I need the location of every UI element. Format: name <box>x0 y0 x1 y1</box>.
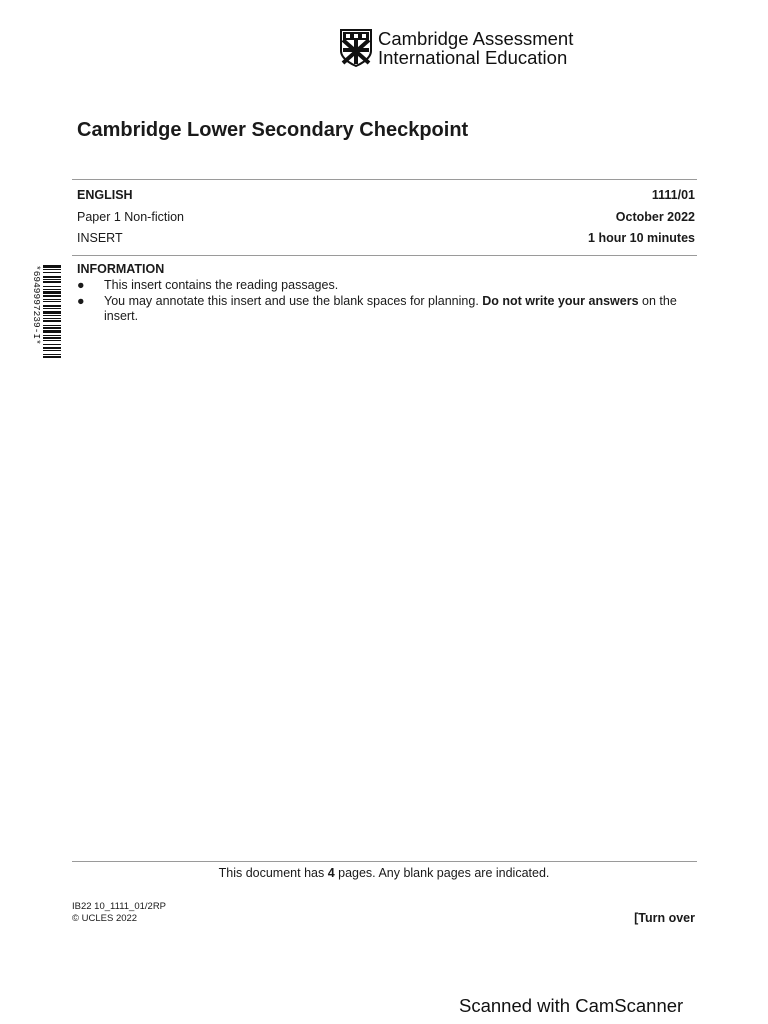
bullet-text-bold: Do not write your answers <box>482 294 639 308</box>
barcode-bar <box>43 356 61 358</box>
barcode-bar <box>43 295 61 297</box>
page-count-after: pages. Any blank pages are indicated. <box>334 866 550 880</box>
page-count-before: This document has <box>218 866 328 880</box>
divider-bottom <box>72 861 697 862</box>
bullet-text <box>104 294 692 324</box>
crest-icon <box>340 29 372 67</box>
barcode-bar <box>43 327 61 329</box>
barcode-bar <box>43 281 61 283</box>
document-type: INSERT <box>77 231 123 245</box>
logo-text <box>378 29 573 67</box>
divider-top <box>72 179 697 180</box>
document-code <box>72 901 166 925</box>
barcode-bar <box>43 301 61 302</box>
barcode-bar <box>43 289 61 290</box>
bullet-text: This insert contains the reading passages. <box>104 278 339 292</box>
divider-middle <box>72 255 697 256</box>
page-count-note <box>0 866 768 880</box>
barcode-bar <box>43 276 61 278</box>
bullet-icon: ● <box>77 278 85 292</box>
barcode-bar <box>43 350 61 351</box>
barcode-bar <box>43 311 61 314</box>
barcode-bar <box>43 325 61 326</box>
bullet-text-before: You may annotate this insert and use the blank spaces for planning. <box>104 294 483 308</box>
logo-line1: Cambridge Assessment <box>378 28 574 49</box>
bullet-icon: ● <box>77 294 85 308</box>
barcode-bar <box>43 330 61 333</box>
barcode-bar <box>43 299 61 300</box>
barcode-bar <box>43 354 61 355</box>
camscanner-watermark: Scanned with CamScanner <box>459 995 684 1016</box>
information-bullet <box>77 294 692 324</box>
information-bullet <box>77 278 692 293</box>
barcode-graphic <box>28 263 62 395</box>
barcode-bar <box>43 308 61 309</box>
barcode-bar <box>43 318 61 319</box>
barcode-bar <box>43 344 61 345</box>
exam-duration: 1 hour 10 minutes <box>588 231 695 245</box>
barcode-bar <box>43 320 61 322</box>
cambridge-logo <box>340 28 573 68</box>
barcode-bar <box>43 265 61 268</box>
barcode-text: *6949997239-I* <box>31 265 42 345</box>
information-heading: INFORMATION <box>77 262 165 276</box>
copyright-line: © UCLES 2022 <box>72 913 138 924</box>
barcode-bar <box>43 340 61 341</box>
document-title: Cambridge Lower Secondary Checkpoint <box>77 119 469 141</box>
barcode-bar <box>43 286 61 287</box>
subject-label: ENGLISH <box>77 188 133 202</box>
turn-over-label: [Turn over <box>634 911 695 925</box>
barcode-bar <box>43 291 61 294</box>
page-count-number: 4 <box>327 866 335 880</box>
barcode-bar <box>43 279 61 280</box>
exam-date: October 2022 <box>615 210 695 224</box>
paper-name: Paper 1 Non-fiction <box>77 210 185 224</box>
barcode-bar <box>43 335 61 336</box>
barcode-bar <box>43 347 61 349</box>
barcode-bar <box>43 269 61 270</box>
barcode-bar <box>43 272 61 273</box>
barcode <box>28 263 62 395</box>
barcode-bar <box>43 305 61 307</box>
bullet-text-after: on the insert. <box>104 294 677 323</box>
document-code-line1: IB22 10_1111_01/2RP <box>72 901 167 912</box>
barcode-bar <box>43 315 61 316</box>
logo-line2: International Education <box>378 47 568 68</box>
barcode-bar <box>43 337 61 339</box>
paper-code: 1111/01 <box>651 188 695 202</box>
